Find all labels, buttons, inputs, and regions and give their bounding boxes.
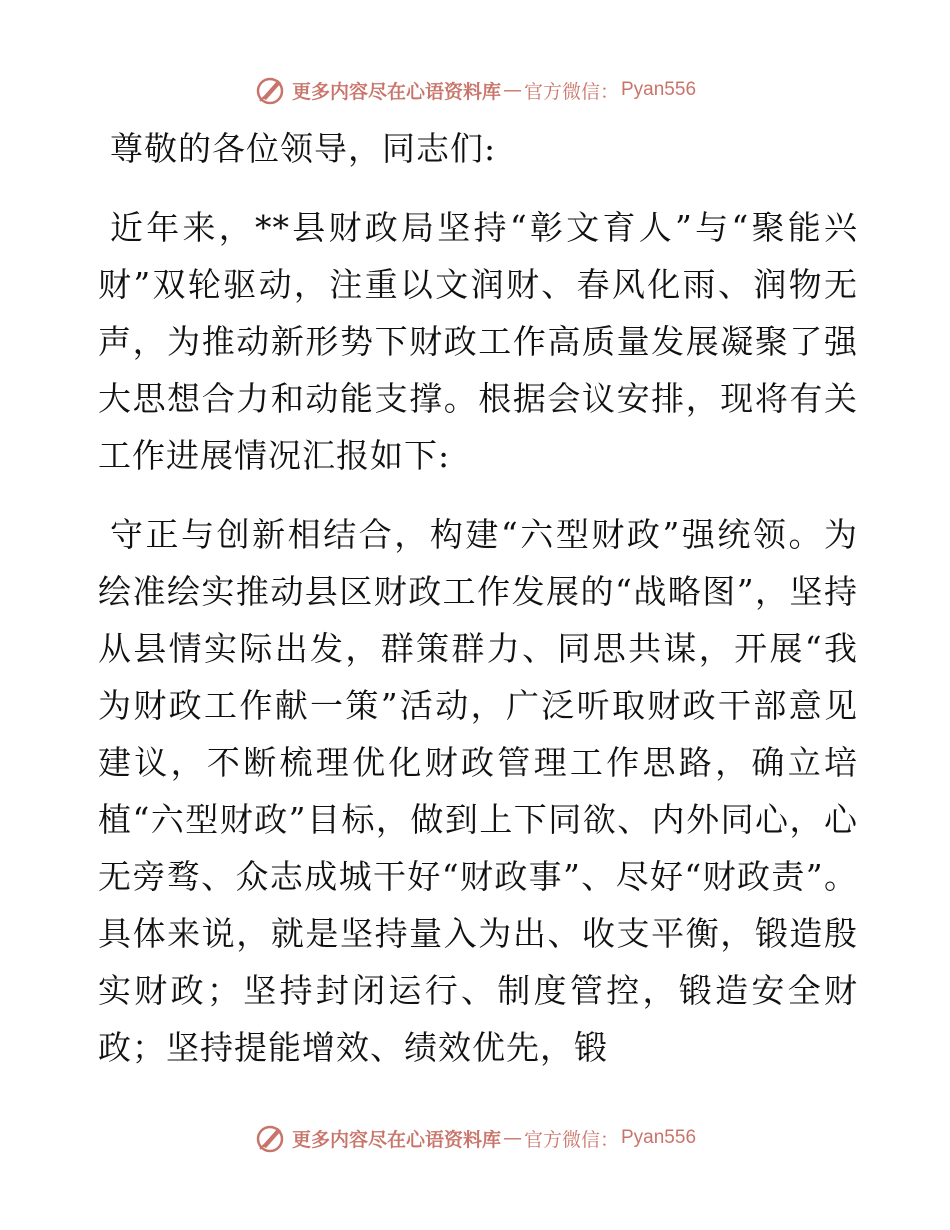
watermark-handle: Pyan556 — [621, 79, 697, 100]
watermark-wechat-label: 官方微信： — [523, 80, 619, 103]
watermark-wechat-label: 官方微信： — [523, 1128, 619, 1151]
watermark-handle: Pyan556 — [621, 1127, 697, 1148]
watermark-dash: — — [502, 79, 522, 101]
header-watermark — [0, 70, 950, 110]
watermark-slogan: 更多内容尽在心语资料库 — [291, 80, 501, 103]
watermark-dash: — — [502, 1127, 522, 1149]
greeting: 尊敬的各位领导，同志们: — [110, 129, 497, 168]
quill-logo-icon — [254, 74, 286, 106]
paragraph-six-type-finance: 守正与创新相结合，构建“六型财政”强统领。为绘准绘实推动县区财政工作发展的“战略图”，坚持从县情实际出发，群策群力、同思共谋，开展“我为财政工作献一策”活动，广泛听取财政干部意见建议，不断梳理优化财政管理工作思路，确立培植“六型财政”目标，做到上下同欲、内外同心，心无旁骛、众志成城干好“财政事”、尽好“财政责”。具体来说，就是坚持量入为出、收支平衡，锻造殷实财政；坚持封闭运行、制度管控，锻造安全财政；坚持提能增效、绩效优先，锻 — [98, 515, 858, 1067]
watermark-slogan: 更多内容尽在心语资料库 — [291, 1128, 501, 1151]
paragraph-intro: 近年来，**县财政局坚持“彰文育人”与“聚能兴财”双轮驱动，注重以文润财、春风化雨、润物无声，为推动新形势下财政工作高质量发展凝聚了强大思想合力和动能支撑。根据会议安排，现将有关工作进展情况汇报如下: — [98, 208, 858, 475]
footer-watermark — [0, 1118, 950, 1158]
quill-logo-icon — [254, 1122, 286, 1154]
document-body — [98, 120, 858, 1098]
